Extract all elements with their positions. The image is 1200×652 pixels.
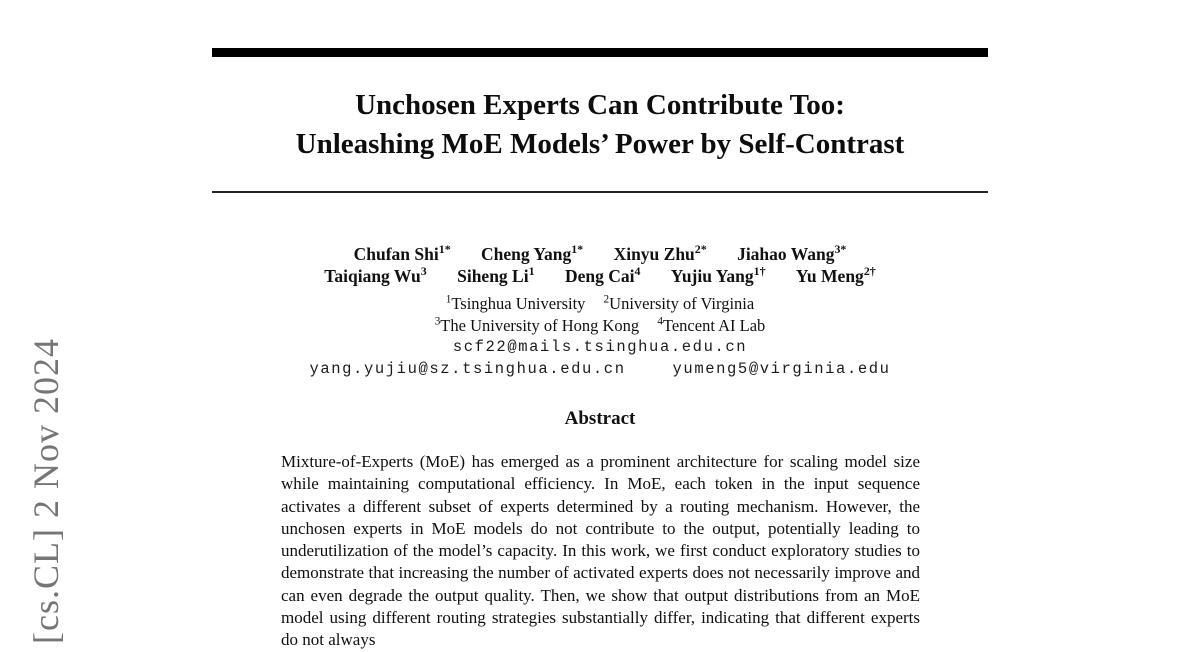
email-address: yumeng5@virginia.edu bbox=[672, 359, 891, 378]
author-row-2 bbox=[212, 265, 988, 287]
author bbox=[614, 244, 707, 264]
affiliation-block bbox=[212, 293, 988, 336]
affiliation-marker: 4 bbox=[657, 315, 663, 327]
affiliation-name: Tencent AI Lab bbox=[662, 315, 766, 335]
author-affil-marker: 2* bbox=[694, 242, 707, 257]
author-affil-marker: 1 bbox=[528, 264, 535, 279]
author-affil-marker: 4 bbox=[634, 264, 641, 279]
author-name: Cheng Yang bbox=[481, 244, 572, 264]
author-name: Yujiu Yang bbox=[670, 266, 754, 286]
abstract-paragraph: Mixture-of-Experts (MoE) has emerged as a prominent architecture for scaling model size while maintaining computational efficiency. In MoE, each token in the input sequence activates a different subset of experts determined by a routing mechanism. However, the unchosen experts in MoE models do not contribute to the output, potentially leading to underutilization of the model’s capacity. In this work, we first conduct exploratory studies to demonstrate that increasing the number of activated experts does not necessarily improve and can even degrade the output quality. Then, we show that output distributions from an MoE model using different routing strategies substantially differ, indicating that different experts do not always bbox=[281, 452, 920, 650]
affiliation bbox=[435, 316, 640, 335]
author bbox=[481, 244, 583, 264]
affiliation-marker: 3 bbox=[434, 315, 441, 327]
author bbox=[796, 266, 876, 286]
arxiv-category-date-watermark: [cs.CL] 2 Nov 2024 bbox=[26, 338, 66, 644]
author-name: Deng Cai bbox=[564, 266, 635, 286]
paper-title bbox=[212, 86, 988, 164]
affiliation bbox=[657, 316, 765, 335]
author-affil-marker: 1* bbox=[438, 242, 451, 257]
author-name: Siheng Li bbox=[457, 266, 529, 286]
author-name: Xinyu Zhu bbox=[613, 244, 695, 264]
paper-title-line-2: Unleashing MoE Models’ Power by Self-Contrast bbox=[295, 128, 905, 160]
paper-title-line-1: Unchosen Experts Can Contribute Too: bbox=[355, 89, 845, 121]
author-affil-marker: 3* bbox=[834, 242, 847, 257]
affiliation-marker: 2 bbox=[603, 293, 610, 306]
author bbox=[737, 244, 846, 264]
author-name: Taiqiang Wu bbox=[324, 266, 421, 286]
email-row-1 bbox=[212, 337, 988, 359]
affiliation-name: The University of Hong Kong bbox=[440, 315, 640, 335]
affiliation-marker: 1 bbox=[445, 293, 452, 306]
author-row-1 bbox=[212, 243, 988, 265]
author-name: Chufan Shi bbox=[353, 244, 439, 264]
author bbox=[565, 266, 640, 286]
email-address: yang.yujiu@sz.tsinghua.edu.cn bbox=[309, 359, 626, 378]
title-rule-bottom bbox=[212, 191, 988, 193]
author-affil-marker: 1† bbox=[753, 264, 766, 279]
email-row-2 bbox=[212, 359, 988, 381]
author-block bbox=[212, 243, 988, 287]
email-address: scf22@mails.tsinghua.edu.cn bbox=[452, 338, 748, 356]
author-name: Jiahao Wang bbox=[737, 244, 835, 264]
author bbox=[354, 244, 451, 264]
author-affil-marker: 2† bbox=[863, 264, 876, 279]
title-rule-top bbox=[212, 48, 988, 57]
author bbox=[671, 266, 766, 286]
author bbox=[324, 266, 426, 286]
email-block bbox=[212, 337, 988, 380]
author bbox=[457, 266, 534, 286]
affiliation bbox=[604, 294, 755, 313]
abstract-heading: Abstract bbox=[564, 408, 636, 429]
affiliation bbox=[446, 294, 586, 313]
affiliation-row-1 bbox=[212, 293, 988, 315]
author-affil-marker: 3 bbox=[420, 264, 427, 279]
author-name: Yu Meng bbox=[795, 266, 864, 286]
affiliation-row-2 bbox=[212, 315, 988, 337]
author-affil-marker: 1* bbox=[571, 242, 584, 257]
affiliation-name: Tsinghua University bbox=[451, 294, 586, 313]
affiliation-name: University of Virginia bbox=[609, 294, 755, 313]
